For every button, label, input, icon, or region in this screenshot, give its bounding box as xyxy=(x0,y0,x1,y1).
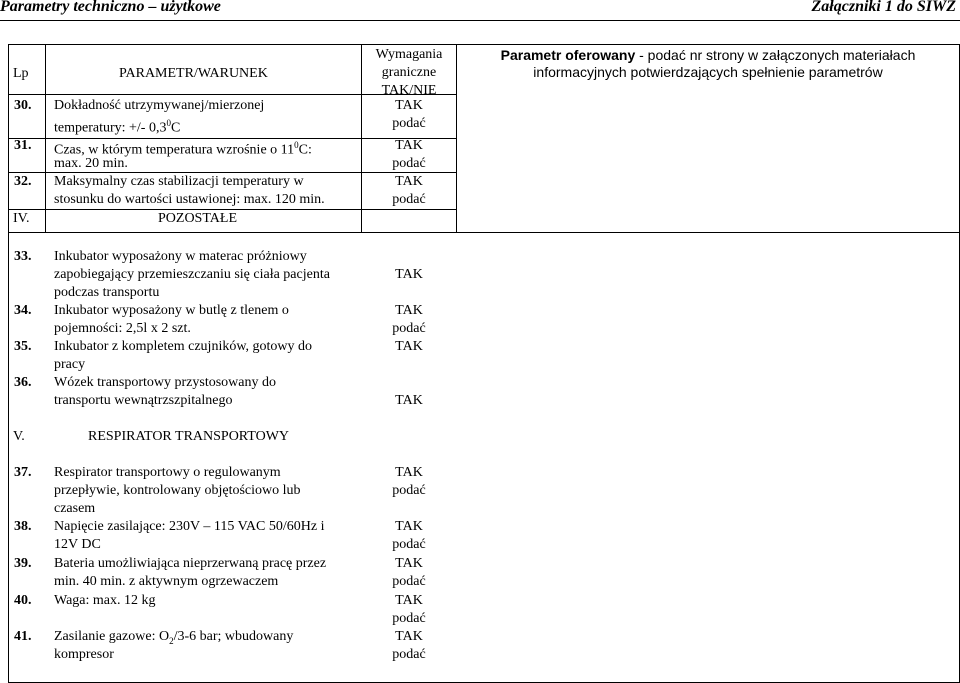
row-number: 39. xyxy=(14,556,32,571)
row-param-line: min. 40 min. z aktywnym ogrzewaczem xyxy=(54,574,279,589)
attachment-label: Załączniki 1 do SIWZ xyxy=(811,0,956,15)
row-param-line: Napięcie zasilające: 230V – 115 VAC 50/60Hz i xyxy=(54,519,325,534)
row-number: 37. xyxy=(14,465,32,480)
row-param-line: pracy xyxy=(54,357,86,372)
col-lp-header: Lp xyxy=(13,66,29,81)
section-title: RESPIRATOR TRANSPORTOWY xyxy=(88,429,290,444)
requirement-value: TAK xyxy=(395,465,423,480)
row-number: 33. xyxy=(14,249,32,264)
row-param-line: kompresor xyxy=(54,647,114,662)
row-param-line: zapobiegający przemieszczaniu się ciała pacjenta xyxy=(54,267,330,282)
section-number: V. xyxy=(13,429,25,444)
requirement-note: podać xyxy=(392,156,426,171)
row-param-line: podczas transportu xyxy=(54,285,160,300)
row-param-line: Respirator transportowy o regulowanym xyxy=(54,465,281,480)
row-param-line: Bateria umożliwiająca nieprzerwaną pracę przez xyxy=(54,556,327,571)
col-offer-desc: - podać nr strony w załączonych materiałach xyxy=(635,47,916,63)
requirement-note: podać xyxy=(392,321,426,336)
row-param-line: Maksymalny czas stabilizacji temperatury w xyxy=(54,174,304,189)
col-offer-header xyxy=(457,47,959,63)
row-param-line: Dokładność utrzymywanej/mierzonej xyxy=(54,98,265,113)
requirement-value: TAK xyxy=(395,267,423,282)
page-header xyxy=(0,0,960,21)
row-number: 32. xyxy=(14,174,32,189)
requirement-note: podać xyxy=(392,611,426,626)
requirement-value: TAK xyxy=(395,629,423,644)
requirement-value: TAK xyxy=(395,138,423,153)
row-param-line: temperatury: +/- $0,3^0C$ xyxy=(54,118,181,136)
requirement-value: TAK xyxy=(395,519,423,534)
row-number: 34. xyxy=(14,303,32,318)
col-offer-title: Parametr oferowany xyxy=(500,47,636,63)
row-number: 35. xyxy=(14,339,32,354)
col-req-header-2: graniczne xyxy=(381,65,437,80)
row-number: 30. xyxy=(14,98,32,113)
row-param-line: max. 20 min. xyxy=(54,156,128,171)
document-title: Parametry techniczno – użytkowe xyxy=(0,0,221,15)
row-param-line: czasem xyxy=(54,501,96,516)
requirement-note: podać xyxy=(392,574,426,589)
row-param-line: stosunku do wartości ustawionej: max. 120 min. xyxy=(54,192,325,207)
row-param-line: 12V DC xyxy=(54,537,101,552)
section-title: POZOSTAŁE xyxy=(158,211,237,226)
row-param-line: Inkubator z kompletem czujników, gotowy do xyxy=(54,339,313,354)
section-number: IV. xyxy=(13,211,30,226)
row-number: 36. xyxy=(14,375,32,390)
row-param-line: przepływie, kontrolowany objętościowo lub xyxy=(54,483,301,498)
row-param-line: Czas, w którym temperatura wzrośnie o $11^0C$: xyxy=(54,140,312,158)
row-param-line: Wózek transportowy przystosowany do xyxy=(54,375,277,390)
row-number: 38. xyxy=(14,519,32,534)
row-param-line: Inkubator wyposażony w butlę z tlenem o xyxy=(54,303,289,318)
requirement-value: TAK xyxy=(395,98,423,113)
col-req-header-3: TAK/NIE xyxy=(381,83,437,98)
row-number: 41. xyxy=(14,629,32,644)
row-param-line: transportu wewnątrzszpitalnego xyxy=(54,393,233,408)
row-param-line: Zasilanie gazowe: $O_2/3-6$ bar; wbudowany xyxy=(54,629,294,646)
requirement-value: TAK xyxy=(395,303,423,318)
row-number: 31. xyxy=(14,138,32,153)
col-req-header-1: Wymagania xyxy=(375,47,443,62)
col-offer-header-line2: informacyjnych potwierdzających spełnienie parametrów xyxy=(533,64,883,80)
requirement-note: podać xyxy=(392,483,426,498)
requirement-note: podać xyxy=(392,116,426,131)
requirement-value: TAK xyxy=(395,174,423,189)
row-param-line: Waga: max. 12 kg xyxy=(54,593,156,608)
col-param-header: PARAMETR/WARUNEK xyxy=(119,66,268,81)
row-param-line: pojemności: 2,5l x 2 szt. xyxy=(54,321,191,336)
row-number: 40. xyxy=(14,593,32,608)
requirement-note: podać xyxy=(392,192,426,207)
requirement-value: TAK xyxy=(395,556,423,571)
requirement-value: TAK xyxy=(395,393,423,408)
requirement-note: podać xyxy=(392,537,426,552)
requirement-note: podać xyxy=(392,647,426,662)
row-param-line: Inkubator wyposażony w materac próżniowy xyxy=(54,249,307,264)
requirement-value: TAK xyxy=(395,593,423,608)
requirement-value: TAK xyxy=(395,339,423,354)
